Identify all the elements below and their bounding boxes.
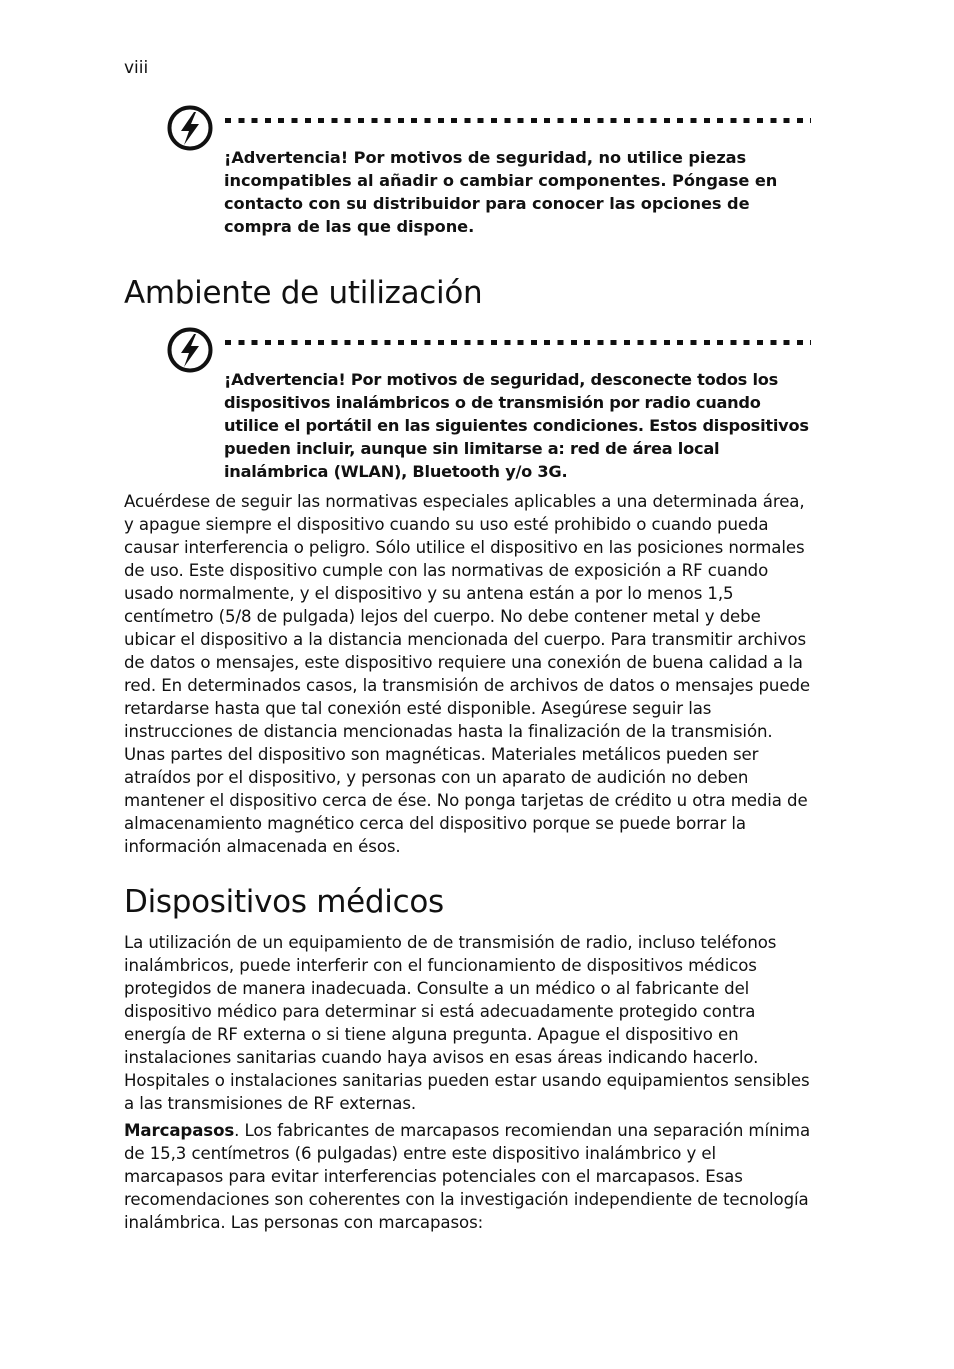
warning-bolt-icon [166,326,214,374]
body-paragraph [124,1119,814,1234]
body-paragraph: Acuérdese de seguir las normativas especiales aplicables a una determinada área, y apague siempre el dispositivo cuando su uso esté prohibido o cuando pueda causar interferencia o peligro. Sólo utilice el dispositivo en las posiciones normales de uso. Este dispositivo cumple con las normativas de exposición a RF cuando usado normalmente, y el dispositivo y su antena están a por lo menos 1,5 centímetro (5/8 de pulgada) lejos del cuerpo. No debe contener metal y debe ubicar el dispositivo a la distancia mencionada del cuerpo. Para transmitir archivos de datos o mensajes, este dispositivo requiere una conexión de buena calidad a la red. En determinados casos, la transmisión de archivos de datos o mensajes puede retardarse hasta que tal conexión esté disponible. Asegúrese seguir las instrucciones de distancia mencionadas hasta la finalización de la transmisión. Unas partes del dispositivo son magnéticas. Materiales metálicos pueden ser atraídos por el dispositivo, y personas con un aparato de audición no deben mantener el dispositivo cerca de ése. No ponga tarjetas de crédito u otra media de almacenamiento magnético cerca del dispositivo porque se puede borrar la información almacenada en ésos. [124,492,811,856]
warning-notice [166,326,811,486]
warning-notice [166,104,811,244]
body-paragraph: La utilización de un equipamiento de de transmisión de radio, incluso teléfonos inalámbricos, puede interferir con el funcionamiento de dispositivos médicos protegidos de manera inadecuada. Consulte a un médico o al fabricante del dispositivo médico para determinar si está adecuadamente protegido contra energía de RF externa o si tiene alguna pregunta. Apague el dispositivo en instalaciones sanitarias cuando haya avisos en esas áreas indicando hacerlo. Hospitales o instalaciones sanitarias pueden estar usando equipamientos sensibles a las transmisiones de RF externas. [124,933,810,1113]
warning-bolt-icon [166,104,214,152]
section-heading: Ambiente de utilización [124,275,483,311]
dotted-divider [225,340,811,345]
warning-text: ¡Advertencia! Por motivos de seguridad, no utilice piezas incompatibles al añadir o cambiar componentes. Póngase en contacto con su distribuidor para conocer las opciones de compra de las que dispone. [224,148,778,236]
page-number: viii [124,58,149,78]
dotted-divider [225,118,811,123]
paragraph-text: . Los fabricantes de marcapasos recomiendan una separación mínima de 15,3 centímetros (6 pulgadas) entre este dispositivo inalámbrico y el marcapasos para evitar interferencias potenciales con el marcapasos. Esas recomendaciones son coherentes con la investigación independiente de tecnología inalámbrica. Las personas con marcapasos: [124,1121,811,1232]
warning-text: ¡Advertencia! Por motivos de seguridad, desconecte todos los dispositivos inalámbricos o de transmisión por radio cuando utilice el portátil en las siguientes condiciones. Estos dispositivos pueden incluir, aunque sin limitarse a: red de área local inalámbrica (WLAN), Bluetooth y/o 3G. [224,370,809,481]
section-heading: Dispositivos médicos [124,884,444,920]
run-in-heading: Marcapasos [124,1121,235,1140]
